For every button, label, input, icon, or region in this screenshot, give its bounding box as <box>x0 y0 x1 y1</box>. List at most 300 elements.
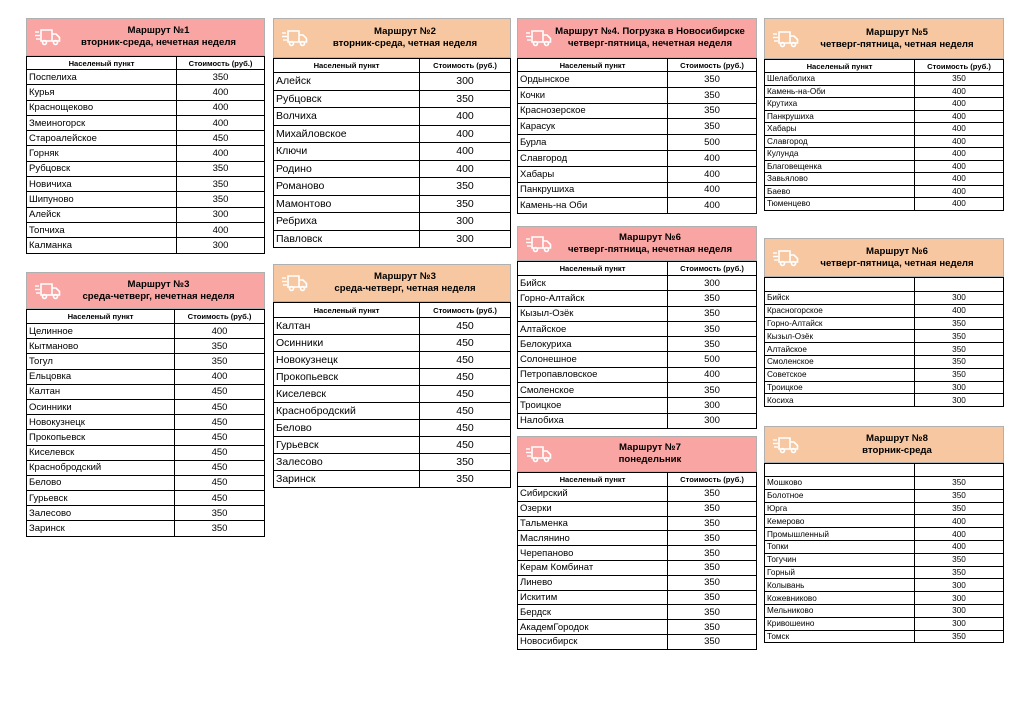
header-place: Населеный пункт <box>27 310 175 324</box>
table-row <box>765 148 1004 161</box>
place-cell: Сибирский <box>518 487 668 502</box>
cost-cell: 350 <box>668 291 757 306</box>
route-schedule: четверг-пятница, четная неделя <box>820 38 974 50</box>
place-cell: Топки <box>765 540 915 553</box>
place-cell: Залесово <box>27 506 175 521</box>
route-block <box>273 18 511 248</box>
place-cell: Краснозерское <box>518 103 668 119</box>
route-block <box>26 18 265 254</box>
place-cell: Калманка <box>27 238 177 253</box>
route-schedule: среда-четверг, нечетная неделя <box>82 290 235 302</box>
table-row <box>27 491 265 506</box>
header-cost: Стоимость (руб.) <box>915 60 1004 73</box>
place-cell: Юрга <box>765 502 915 515</box>
cost-cell: 300 <box>915 381 1004 394</box>
table-row <box>27 399 265 414</box>
cost-cell: 350 <box>915 566 1004 579</box>
route-name: Маршрут №6 <box>866 245 928 257</box>
route-header <box>764 18 1004 59</box>
place-cell: Кызыл-Озёк <box>518 306 668 321</box>
place-cell: Змеиногорск <box>27 115 177 130</box>
place-cell: Прокопьевск <box>274 369 420 386</box>
table-row <box>765 73 1004 86</box>
cost-cell: 400 <box>177 85 265 100</box>
table-row <box>27 475 265 490</box>
place-cell: Тогучин <box>765 553 915 566</box>
table-row <box>274 318 511 335</box>
cost-cell: 300 <box>668 398 757 413</box>
route-header <box>273 18 511 58</box>
table-row <box>518 575 757 590</box>
route-name: Маршрут №3 <box>374 271 436 282</box>
cost-cell: 350 <box>668 72 757 88</box>
place-cell: Камень-на-Оби <box>765 85 915 98</box>
cost-cell: 350 <box>915 330 1004 343</box>
cost-cell: 450 <box>177 131 265 146</box>
table-row <box>765 540 1004 553</box>
place-cell: Новокузнецк <box>274 352 420 369</box>
table-row <box>27 324 265 339</box>
cost-cell: 300 <box>915 579 1004 592</box>
table-row <box>274 160 511 178</box>
table-row <box>518 337 757 352</box>
place-cell: Завьялово <box>765 173 915 186</box>
header-cost: Стоимость (руб.) <box>175 310 265 324</box>
table-header-row <box>765 60 1004 73</box>
place-cell: Рубцовск <box>274 90 420 108</box>
cost-cell: 350 <box>668 501 757 516</box>
truck-icon <box>282 274 308 292</box>
cost-cell: 350 <box>915 553 1004 566</box>
truck-icon <box>526 29 552 47</box>
place-cell: Маслянино <box>518 531 668 546</box>
cost-cell: 350 <box>668 119 757 135</box>
cost-cell: 400 <box>177 222 265 237</box>
place-cell: Кызыл-Озёк <box>765 330 915 343</box>
table-row <box>27 354 265 369</box>
route-schedule: вторник-среда, четная неделя <box>332 38 478 49</box>
header-place: Населеный пункт <box>274 59 420 73</box>
cost-cell: 300 <box>915 604 1004 617</box>
truck-icon <box>526 445 552 463</box>
place-cell: Рубцовск <box>27 161 177 176</box>
cost-cell: 350 <box>420 454 511 471</box>
cost-cell: 450 <box>420 318 511 335</box>
place-cell: Налобиха <box>518 413 668 428</box>
header-cost: Стоимость (руб.) <box>420 303 511 318</box>
table-row <box>765 185 1004 198</box>
route-name: Маршрут №3 <box>127 278 190 290</box>
table-row <box>274 471 511 488</box>
cost-cell: 500 <box>668 135 757 151</box>
place-cell: Искитим <box>518 590 668 605</box>
cost-cell: 450 <box>175 460 265 475</box>
table-row <box>274 335 511 352</box>
route-block <box>764 238 1004 407</box>
table-row <box>518 276 757 291</box>
place-cell: Павловск <box>274 230 420 248</box>
place-cell: Ордынское <box>518 72 668 88</box>
cost-cell: 350 <box>668 590 757 605</box>
table-row <box>765 566 1004 579</box>
route-table <box>517 472 757 650</box>
place-cell: Волчиха <box>274 108 420 126</box>
cost-cell: 450 <box>175 475 265 490</box>
table-row <box>27 85 265 100</box>
place-cell: Камень-на Оби <box>518 198 668 214</box>
table-row <box>27 100 265 115</box>
place-cell: Хабары <box>765 123 915 136</box>
cost-cell: 350 <box>668 546 757 561</box>
table-header-row <box>765 464 1004 477</box>
table-row <box>518 352 757 367</box>
place-cell: Краснобродский <box>274 403 420 420</box>
table-row <box>518 501 757 516</box>
table-row <box>518 166 757 182</box>
table-row <box>765 160 1004 173</box>
route-title <box>518 442 756 466</box>
route-name: Маршрут №5 <box>866 26 928 38</box>
cost-cell: 350 <box>420 471 511 488</box>
table-header-row <box>518 59 757 72</box>
table-row <box>27 415 265 430</box>
table-row <box>765 617 1004 630</box>
cost-cell: 400 <box>915 148 1004 161</box>
table-row <box>765 317 1004 330</box>
table-row <box>274 386 511 403</box>
place-cell: Краснощеково <box>27 100 177 115</box>
table-row <box>27 238 265 253</box>
cost-cell: 350 <box>420 178 511 196</box>
place-cell: Калтан <box>274 318 420 335</box>
table-row <box>765 304 1004 317</box>
cost-cell: 400 <box>668 182 757 198</box>
header-place: Населеный пункт <box>518 262 668 276</box>
table-row <box>274 90 511 108</box>
cost-cell: 400 <box>420 143 511 161</box>
place-cell: Кулунда <box>765 148 915 161</box>
place-cell: Кытманово <box>27 339 175 354</box>
header-cost: Стоимость (руб.) <box>668 473 757 487</box>
table-row <box>274 178 511 196</box>
table-row <box>518 487 757 502</box>
table-row <box>518 291 757 306</box>
place-cell: Томск <box>765 630 915 643</box>
table-row <box>518 634 757 649</box>
place-cell: Гурьевск <box>27 491 175 506</box>
table-row <box>27 70 265 85</box>
place-cell: Осинники <box>274 335 420 352</box>
place-cell: Горно-Алтайск <box>765 317 915 330</box>
cost-cell: 350 <box>420 195 511 213</box>
header-cost: Стоимость (руб.) <box>668 59 757 72</box>
truck-icon <box>773 436 799 454</box>
table-row <box>518 198 757 214</box>
table-row <box>765 579 1004 592</box>
place-cell: Залесово <box>274 454 420 471</box>
table-row <box>27 339 265 354</box>
cost-cell: 400 <box>915 198 1004 211</box>
route-block <box>764 426 1004 643</box>
route-schedule: вторник-среда <box>862 444 932 456</box>
route-block <box>517 18 757 214</box>
header-cost: Стоимость (руб.) <box>420 59 511 73</box>
table-row <box>765 381 1004 394</box>
place-cell: Шипуново <box>27 192 177 207</box>
route-name: Маршрут №8 <box>866 432 928 444</box>
place-cell: Панкрушиха <box>765 110 915 123</box>
cost-cell: 300 <box>915 292 1004 305</box>
route-header <box>517 18 757 58</box>
table-row <box>274 213 511 231</box>
place-cell: Смоленское <box>518 383 668 398</box>
table-row <box>765 292 1004 305</box>
cost-cell: 400 <box>420 108 511 126</box>
route-table <box>517 261 757 429</box>
route-block <box>517 226 757 429</box>
place-cell: Мамонтово <box>274 195 420 213</box>
table-header-row <box>274 303 511 318</box>
table-row <box>27 115 265 130</box>
cost-cell: 350 <box>175 354 265 369</box>
table-row <box>518 560 757 575</box>
table-row <box>765 528 1004 541</box>
place-cell: Белово <box>274 420 420 437</box>
cost-cell: 350 <box>668 560 757 575</box>
table-row <box>27 207 265 222</box>
route-block <box>273 264 511 488</box>
table-row <box>518 546 757 561</box>
route-title <box>518 26 756 50</box>
table-row <box>765 98 1004 111</box>
cost-cell: 400 <box>915 304 1004 317</box>
cost-cell: 400 <box>177 100 265 115</box>
table-row <box>518 87 757 103</box>
place-cell: Славгород <box>765 135 915 148</box>
route-title <box>518 232 756 256</box>
cost-cell: 450 <box>175 430 265 445</box>
place-cell: Мошково <box>765 477 915 490</box>
cost-cell: 300 <box>915 592 1004 605</box>
route-table <box>764 59 1004 211</box>
table-row <box>765 110 1004 123</box>
cost-cell: 450 <box>420 386 511 403</box>
place-cell: Романово <box>274 178 420 196</box>
place-cell: Кочки <box>518 87 668 103</box>
table-row <box>274 352 511 369</box>
place-cell: Михайловское <box>274 125 420 143</box>
route-block <box>26 272 265 537</box>
route-title <box>765 246 1003 270</box>
place-cell: Баево <box>765 185 915 198</box>
cost-cell: 350 <box>915 502 1004 515</box>
table-row <box>765 630 1004 643</box>
cost-cell: 350 <box>177 192 265 207</box>
table-row <box>27 222 265 237</box>
place-cell: Кожевниково <box>765 592 915 605</box>
place-cell: Бийск <box>518 276 668 291</box>
route-schedule: вторник-среда, нечетная неделя <box>80 37 237 48</box>
place-cell: АкадемГородок <box>518 620 668 635</box>
table-row <box>765 343 1004 356</box>
route-table <box>517 58 757 214</box>
place-cell: Ельцовка <box>27 369 175 384</box>
cost-cell: 350 <box>915 477 1004 490</box>
table-row <box>518 383 757 398</box>
place-cell: Горняк <box>27 146 177 161</box>
table-row <box>765 553 1004 566</box>
blank-header-cell <box>915 278 1004 292</box>
place-cell: Троицкое <box>765 381 915 394</box>
route-schedule: четверг-пятница, нечетная неделя <box>567 243 733 255</box>
header-place: Населеный пункт <box>518 473 668 487</box>
place-cell: Славгород <box>518 150 668 166</box>
cost-cell: 350 <box>668 605 757 620</box>
table-row <box>27 146 265 161</box>
place-cell: Новосибирск <box>518 634 668 649</box>
cost-cell: 450 <box>175 384 265 399</box>
cost-cell: 350 <box>668 87 757 103</box>
place-cell: Топчиха <box>27 222 177 237</box>
cost-cell: 400 <box>915 85 1004 98</box>
table-row <box>765 85 1004 98</box>
place-cell: Бурла <box>518 135 668 151</box>
cost-cell: 350 <box>915 630 1004 643</box>
cost-cell: 400 <box>915 160 1004 173</box>
truck-icon <box>773 30 799 48</box>
table-row <box>518 150 757 166</box>
place-cell: Горно-Алтайск <box>518 291 668 306</box>
table-header-row <box>274 59 511 73</box>
table-row <box>27 430 265 445</box>
cost-cell: 400 <box>915 515 1004 528</box>
table-row <box>765 515 1004 528</box>
table-row <box>518 516 757 531</box>
table-row <box>274 108 511 126</box>
place-cell: Курья <box>27 85 177 100</box>
cost-cell: 450 <box>420 420 511 437</box>
cost-cell: 350 <box>420 90 511 108</box>
route-title <box>27 25 264 49</box>
cost-cell: 450 <box>175 491 265 506</box>
cost-cell: 450 <box>420 335 511 352</box>
truck-icon <box>35 28 61 46</box>
table-row <box>765 592 1004 605</box>
cost-cell: 350 <box>175 339 265 354</box>
place-cell: Новокузнецк <box>27 415 175 430</box>
table-header-row <box>765 278 1004 292</box>
place-cell: Горный <box>765 566 915 579</box>
table-row <box>765 123 1004 136</box>
table-row <box>274 73 511 91</box>
place-cell: Тогул <box>27 354 175 369</box>
cost-cell: 450 <box>175 445 265 460</box>
place-cell: Карасук <box>518 119 668 135</box>
cost-cell: 400 <box>915 135 1004 148</box>
place-cell: Петропавловское <box>518 367 668 382</box>
place-cell: Краснобродский <box>27 460 175 475</box>
place-cell: Косиха <box>765 394 915 407</box>
table-header-row <box>518 473 757 487</box>
place-cell: Озерки <box>518 501 668 516</box>
route-schedule: четверг-пятница, четная неделя <box>820 257 974 269</box>
place-cell: Керам Комбинат <box>518 560 668 575</box>
route-title <box>274 271 510 295</box>
place-cell: Алтайское <box>518 321 668 336</box>
table-row <box>27 192 265 207</box>
table-row <box>274 230 511 248</box>
place-cell: Ключи <box>274 143 420 161</box>
table-row <box>765 502 1004 515</box>
place-cell: Колывань <box>765 579 915 592</box>
header-cost: Стоимость (руб.) <box>177 57 265 70</box>
table-row <box>27 460 265 475</box>
cost-cell: 300 <box>915 617 1004 630</box>
table-row <box>518 620 757 635</box>
table-header-row <box>27 310 265 324</box>
place-cell: Тюменцево <box>765 198 915 211</box>
place-cell: Промышленный <box>765 528 915 541</box>
place-cell: Бийск <box>765 292 915 305</box>
place-cell: Кемерово <box>765 515 915 528</box>
cost-cell: 350 <box>915 317 1004 330</box>
place-cell: Белокуриха <box>518 337 668 352</box>
table-row <box>274 125 511 143</box>
table-row <box>765 330 1004 343</box>
route-schedule: четверг-пятница, нечетная неделя <box>567 38 733 49</box>
table-row <box>518 135 757 151</box>
table-row <box>518 182 757 198</box>
cost-cell: 350 <box>915 355 1004 368</box>
place-cell: Родино <box>274 160 420 178</box>
cost-cell: 350 <box>668 634 757 649</box>
place-cell: Новичиха <box>27 177 177 192</box>
cost-cell: 400 <box>915 110 1004 123</box>
cost-cell: 300 <box>420 213 511 231</box>
table-row <box>518 103 757 119</box>
table-row <box>765 604 1004 617</box>
place-cell: Заринск <box>27 521 175 536</box>
table-row <box>518 72 757 88</box>
place-cell: Ребриха <box>274 213 420 231</box>
place-cell: Смоленское <box>765 355 915 368</box>
place-cell: Поспелиха <box>27 70 177 85</box>
route-title <box>765 433 1003 457</box>
place-cell: Алейск <box>27 207 177 222</box>
table-row <box>274 437 511 454</box>
cost-cell: 400 <box>420 125 511 143</box>
route-header <box>517 436 757 472</box>
table-row <box>274 143 511 161</box>
cost-cell: 300 <box>177 207 265 222</box>
route-table <box>273 302 511 488</box>
cost-cell: 500 <box>668 352 757 367</box>
cost-cell: 350 <box>175 506 265 521</box>
place-cell: Болотное <box>765 489 915 502</box>
header-place: Населеный пункт <box>27 57 177 70</box>
place-cell: Красногорское <box>765 304 915 317</box>
cost-cell: 400 <box>915 98 1004 111</box>
cost-cell: 350 <box>175 521 265 536</box>
cost-cell: 400 <box>915 123 1004 136</box>
cost-cell: 350 <box>915 368 1004 381</box>
place-cell: Киселевск <box>274 386 420 403</box>
truck-icon <box>773 249 799 267</box>
place-cell: Бердск <box>518 605 668 620</box>
route-block <box>764 18 1004 211</box>
table-row <box>518 605 757 620</box>
place-cell: Хабары <box>518 166 668 182</box>
